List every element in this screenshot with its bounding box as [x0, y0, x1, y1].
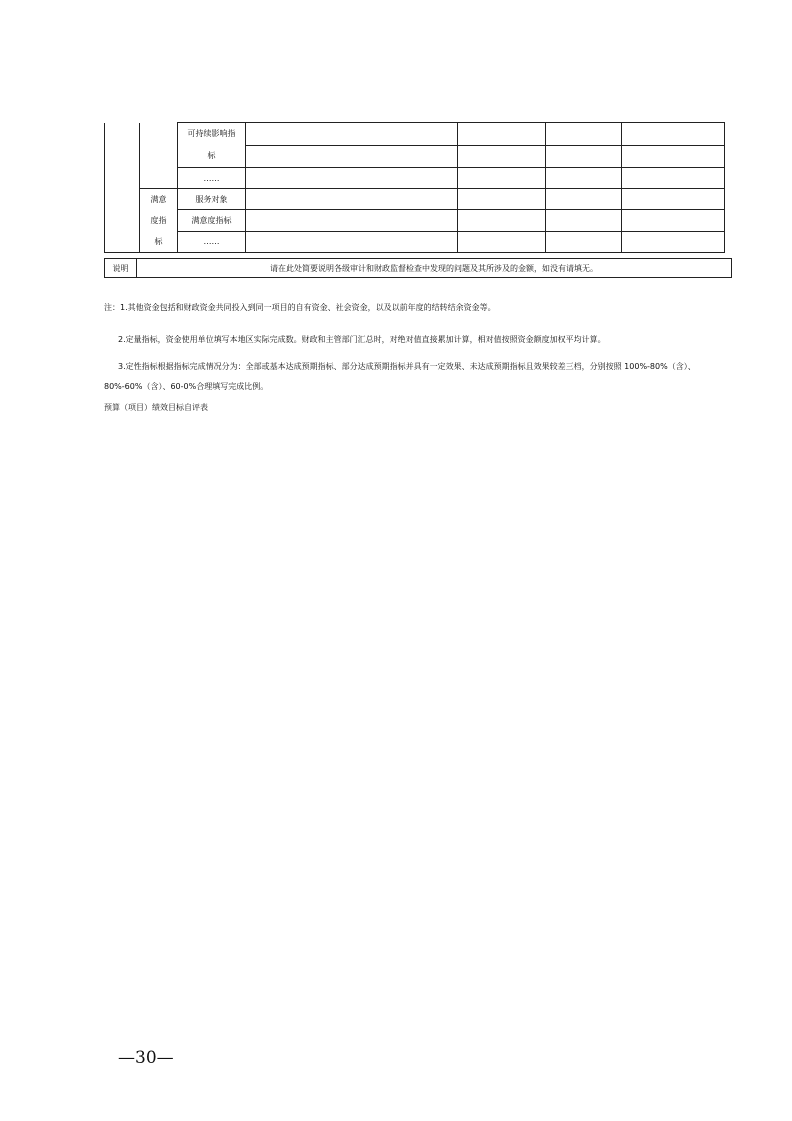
value-cell[interactable]	[546, 145, 622, 168]
page-number: —30—	[118, 1048, 174, 1068]
service-target-cell: 服务对象	[178, 189, 246, 210]
footer-title: 预算（项目）绩效目标自评表	[104, 403, 208, 412]
value-cell[interactable]	[622, 189, 725, 210]
value-cell[interactable]	[622, 231, 725, 252]
sustainability-label-2: 标	[207, 151, 216, 160]
value-cell[interactable]	[622, 210, 725, 231]
note-3-continued: 80%-60%（含）、60-0%合理填写完成比例。	[104, 382, 269, 391]
satisfaction-category-cell	[140, 189, 178, 253]
value-cell[interactable]	[546, 123, 622, 146]
value-cell[interactable]	[546, 189, 622, 210]
value-cell[interactable]	[458, 189, 546, 210]
note-1: 注：1.其他资金包括和财政资金共同投入到同一项目的自有资金、社会资金，以及以前年度的结转结余资金等。	[104, 303, 496, 312]
value-cell[interactable]	[246, 123, 458, 146]
performance-table	[104, 122, 725, 253]
ellipsis-cell: ……	[178, 168, 246, 189]
value-cell[interactable]	[458, 210, 546, 231]
note-2: 2.定量指标，资金使用单位填写本地区实际完成数。财政和主管部门汇总时，对绝对值直接累加计算，相对值按照资金额度加权平均计算。	[118, 335, 606, 344]
satisfaction-indicator-cell: 满意度指标	[178, 210, 246, 231]
note-3: 3.定性指标根据指标完成情况分为：全部或基本达成预期指标、部分达成预期指标并具有一定效果、未达成预期指标且效果较差三档，分别按照 100%-80%（含）、	[118, 362, 696, 371]
value-cell[interactable]	[458, 231, 546, 252]
description-row	[104, 258, 732, 278]
value-cell[interactable]	[246, 210, 458, 231]
description-label: 说明	[105, 259, 137, 277]
value-cell[interactable]	[246, 145, 458, 168]
value-cell[interactable]	[246, 168, 458, 189]
satisfaction-label-3: 标	[154, 237, 163, 246]
satisfaction-label-1: 满意	[150, 195, 167, 204]
value-cell[interactable]	[458, 145, 546, 168]
satisfaction-label-2: 度指	[150, 216, 167, 225]
value-cell[interactable]	[246, 189, 458, 210]
sustainability-label: 可持续影响指	[187, 129, 236, 138]
level1-cell	[105, 123, 140, 253]
level2-cell	[140, 123, 178, 189]
value-cell[interactable]	[458, 123, 546, 146]
value-cell[interactable]	[622, 145, 725, 168]
value-cell[interactable]	[458, 168, 546, 189]
value-cell[interactable]	[246, 231, 458, 252]
ellipsis-cell: ……	[178, 231, 246, 252]
value-cell[interactable]	[546, 168, 622, 189]
value-cell[interactable]	[622, 123, 725, 146]
value-cell[interactable]	[622, 168, 725, 189]
value-cell[interactable]	[546, 210, 622, 231]
sustainability-indicator-cell	[178, 123, 246, 168]
value-cell[interactable]	[546, 231, 622, 252]
description-text[interactable]: 请在此处简要说明各级审计和财政监督检查中发现的问题及其所涉及的金额，如没有请填无。	[270, 263, 598, 273]
